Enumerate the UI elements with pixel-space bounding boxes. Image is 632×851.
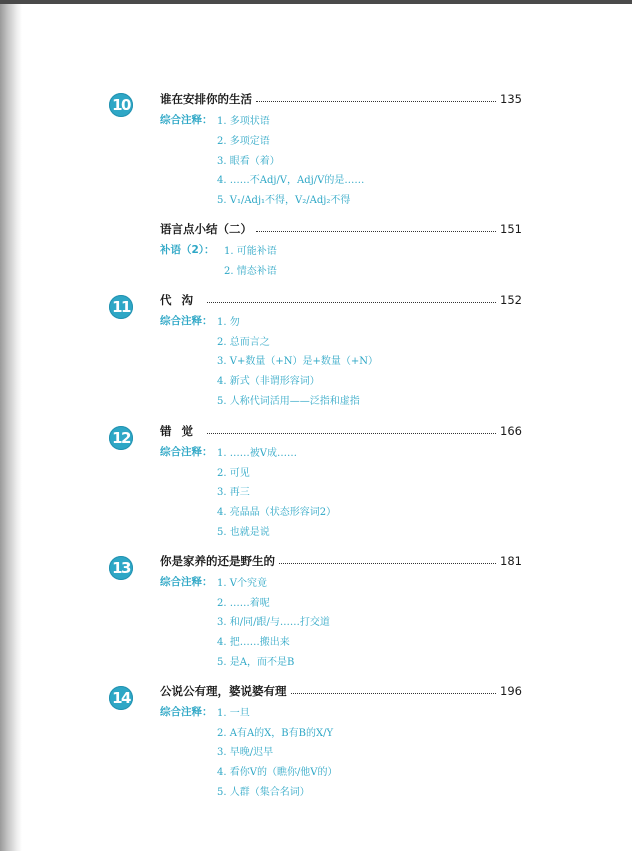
notes-label: 补语（2）：: [160, 244, 215, 256]
dot-leader: [207, 433, 496, 434]
note-item: 4. 亮晶晶（状态形容词2）: [217, 507, 337, 518]
page-number: 152: [500, 293, 522, 307]
lesson-title[interactable]: 错觉: [160, 424, 203, 438]
lesson-number-badge: 12: [109, 426, 133, 450]
note-item: 1. 一旦: [217, 708, 250, 719]
note-item: 4. 把……搬出来: [217, 637, 290, 648]
note-item: 2. 多项定语: [217, 136, 270, 147]
toc-entry-row[interactable]: [160, 553, 522, 569]
page-number: 181: [500, 554, 522, 568]
note-item: 2. 情态补语: [224, 266, 277, 277]
summary-title[interactable]: 语言点小结（二）: [160, 222, 252, 236]
note-item: 4. 看你V的（瞧你/他V的）: [217, 767, 338, 778]
note-item: 5. V₁/Adj₁不得，V₂/Adj₂不得: [217, 195, 351, 206]
note-item: 1. 多项状语: [217, 116, 270, 127]
note-item: 5. 人称代词活用——泛指和虚指: [217, 396, 360, 407]
note-item: 1. ……被V成……: [217, 448, 297, 459]
note-item: 2. ……着呢: [217, 598, 270, 609]
note-item: 2. 可见: [217, 468, 250, 479]
lesson-title[interactable]: 公说公有理，婆说婆有理: [160, 684, 287, 698]
lesson-title[interactable]: 你是家养的还是野生的: [160, 554, 275, 568]
note-item: 3. 早晚/迟早: [217, 747, 274, 758]
lesson-number-badge: 13: [109, 556, 133, 580]
note-item: 1. V个究竟: [217, 578, 267, 589]
note-item: 1. 可能补语: [224, 246, 277, 257]
dot-leader: [207, 302, 496, 303]
page-number: 196: [500, 684, 522, 698]
dot-leader: [279, 563, 496, 564]
dot-leader: [291, 693, 497, 694]
page-number: 151: [500, 222, 522, 236]
note-item: 2. A有A的X，B有B的X/Y: [217, 728, 334, 739]
lesson-title[interactable]: 谁在安排你的生活: [160, 92, 252, 106]
note-item: 2. 总而言之: [217, 337, 270, 348]
notes-label: 综合注释：: [160, 576, 213, 588]
note-item: 3. 眼看（着）: [217, 156, 280, 167]
note-item: 1. 勿: [217, 317, 240, 328]
note-item: 5. 是A，而不是B: [217, 657, 295, 668]
note-item: 5. 人群（集合名词）: [217, 787, 310, 798]
toc-entry-row[interactable]: [160, 683, 522, 699]
note-item: 4. 新式（非谓形容词）: [217, 376, 320, 387]
toc-entry-row[interactable]: [160, 91, 522, 107]
toc-entry-row[interactable]: [160, 423, 522, 439]
page-number: 135: [500, 92, 522, 106]
lesson-number-badge: 14: [109, 686, 133, 710]
notes-label: 综合注释：: [160, 114, 213, 126]
dot-leader: [256, 101, 496, 102]
note-item: 3. 再三: [217, 487, 250, 498]
lesson-number-badge: 11: [109, 295, 133, 319]
note-item: 4. ……不Adj/V，Adj/V的是……: [217, 175, 365, 186]
notes-label: 综合注释：: [160, 315, 213, 327]
dot-leader: [256, 231, 496, 232]
note-item: 5. 也就是说: [217, 527, 270, 538]
notes-label: 综合注释：: [160, 446, 213, 458]
note-item: 3. V+数量（+N）是+数量（+N）: [217, 356, 378, 367]
toc-entry-row[interactable]: [160, 292, 522, 308]
page-number: 166: [500, 424, 522, 438]
note-item: 3. 和/同/跟/与……打交道: [217, 617, 330, 628]
notes-label: 综合注释：: [160, 706, 213, 718]
toc-entry-row[interactable]: [160, 221, 522, 237]
lesson-title[interactable]: 代沟: [160, 293, 203, 307]
lesson-number-badge: 10: [109, 93, 133, 117]
